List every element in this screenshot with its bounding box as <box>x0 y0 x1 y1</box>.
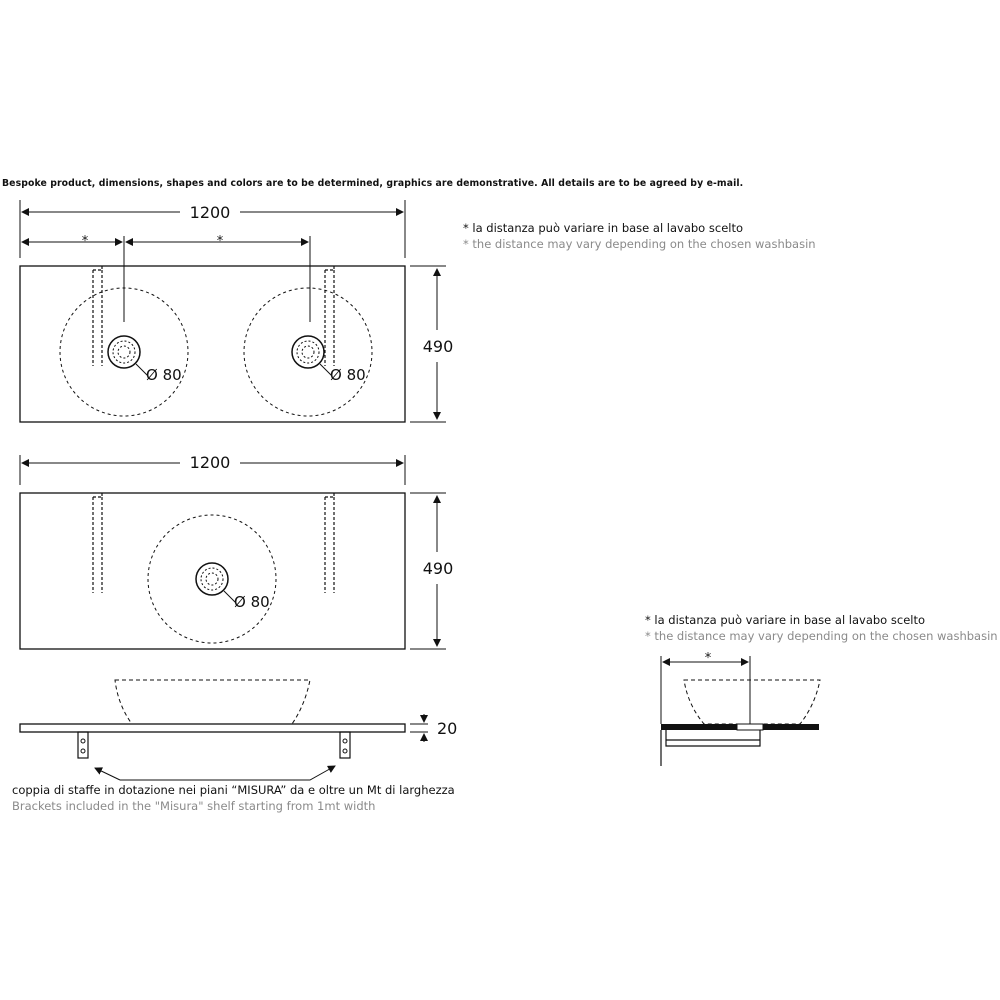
width-label-single: 1200 <box>189 453 231 472</box>
bracket-right-single <box>325 493 334 593</box>
width-label-double: 1200 <box>189 203 231 222</box>
basin-center <box>148 515 276 643</box>
depth-label-single: 490 <box>422 559 454 578</box>
slab-section-left <box>661 724 737 730</box>
bracket-side <box>661 730 760 766</box>
caption-arrow-right <box>120 766 335 780</box>
basin-right <box>244 288 372 416</box>
front-view <box>20 680 457 780</box>
drain-center <box>196 563 228 595</box>
drain-left <box>108 336 140 368</box>
note-side-italian: * la distanza può variare in base al lavabo scelto <box>645 613 926 627</box>
countertop-outline-double <box>20 266 405 422</box>
side-view <box>661 651 820 766</box>
top-view-single <box>20 453 453 649</box>
countertop-outline-single <box>20 493 405 649</box>
basin-side <box>684 680 820 724</box>
bracket-left-single <box>93 493 102 593</box>
drain-label-center: Ø 80 <box>234 593 270 611</box>
bracket-right <box>325 266 334 366</box>
bracket-front-right <box>340 732 350 758</box>
top-view-double <box>20 200 453 422</box>
caption-arrow-left <box>95 768 120 780</box>
note-side-english: * the distance may vary depending on the chosen washbasin <box>645 629 998 643</box>
thickness-label: 20 <box>437 719 458 738</box>
spacing-mark-left: * <box>81 234 89 249</box>
bracket-caption-italian: coppia di staffe in dotazione nei piani “MISURA” da e oltre un Mt di larghezza <box>12 783 455 797</box>
slab-section-right <box>763 724 819 730</box>
drain-label-left: Ø 80 <box>146 366 182 384</box>
drain-section <box>737 724 763 730</box>
side-spacing-mark: * <box>704 651 712 666</box>
drain-label-right: Ø 80 <box>330 366 366 384</box>
depth-label-double: 490 <box>422 337 454 356</box>
bracket-front-left <box>78 732 88 758</box>
basin-front <box>115 680 310 724</box>
note-top-english: * the distance may vary depending on the chosen washbasin <box>463 237 816 251</box>
bracket-left <box>93 266 102 366</box>
note-top-italian: * la distanza può variare in base al lavabo scelto <box>463 221 744 235</box>
spacing-mark-right: * <box>216 234 224 249</box>
bracket-caption <box>12 783 455 813</box>
disclaimer-text: Bespoke product, dimensions, shapes and colors are to be determined, graphics are demonstrative. All details are to be agreed by e-mail. <box>2 178 744 189</box>
slab-front <box>20 724 405 732</box>
bracket-caption-english: Brackets included in the "Misura" shelf starting from 1mt width <box>12 799 376 813</box>
drain-right <box>292 336 324 368</box>
